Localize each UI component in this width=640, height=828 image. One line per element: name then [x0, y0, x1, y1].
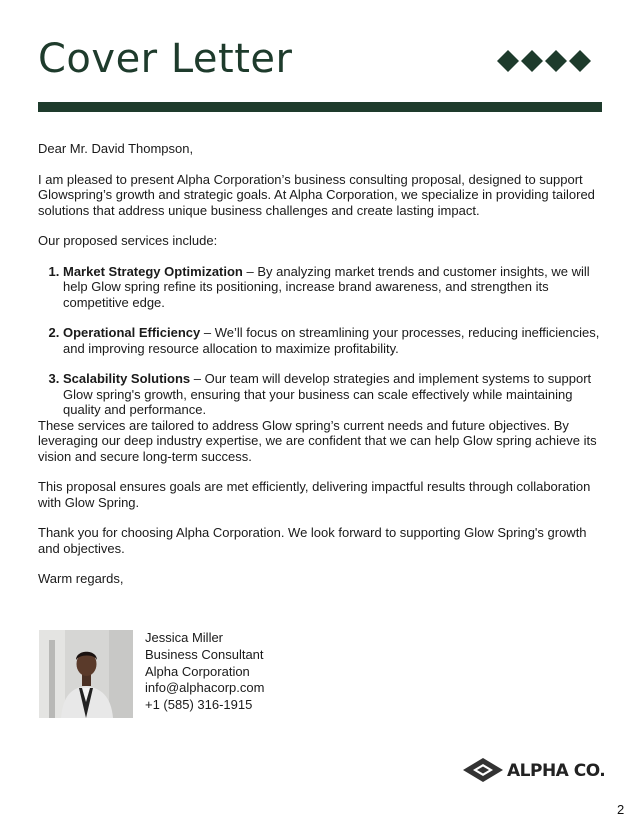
- service-title: Scalability Solutions: [63, 371, 191, 386]
- list-item: [63, 325, 602, 356]
- salutation: Dear Mr. David Thompson,: [38, 141, 194, 156]
- signer-role: Business Consultant: [145, 646, 264, 662]
- signer-name: Jessica Miller: [145, 630, 224, 645]
- company-logo: [463, 758, 606, 784]
- services-list: [38, 264, 602, 418]
- avatar: [39, 630, 133, 718]
- page-number: 2: [617, 802, 625, 817]
- service-title: Operational Efficiency: [63, 325, 201, 340]
- alpha-logo-icon: [463, 758, 505, 784]
- closing: Warm regards,: [38, 571, 124, 586]
- header-divider: [38, 102, 602, 112]
- service-title: Market Strategy Optimization: [63, 263, 243, 279]
- tailored-paragraph: These services are tailored to address Glow spring’s current needs and future objectives. By leveraging our deep industry expertise, we are confident that we can help Glow spring achieve its vision and secure long-term success.: [38, 417, 597, 464]
- list-item: [63, 264, 602, 311]
- thanks-paragraph: Thank you for choosing Alpha Corporation. We look forward to supporting Glow Spring's growth and objectives.: [38, 525, 587, 556]
- signer-phone: +1 (585) 316-1915: [145, 697, 253, 713]
- list-item: [63, 371, 602, 418]
- service-description: – By analyzing market trends and customer insights, we will help Glow spring refine its positioning, increase brand awareness, and strengthen its competitive edge.: [63, 263, 590, 310]
- signature-block: [145, 630, 264, 714]
- page-title: Cover Letter: [38, 36, 293, 82]
- intro-paragraph: I am pleased to present Alpha Corporation’s business consulting proposal, designed to support Glowspring’s growth and strategic goals. At Alpha Corporation, we specialize in providing tailored solutions that address unique business challenges and create lasting impact.: [38, 171, 595, 218]
- signer-email: info@alphacorp.com: [145, 680, 265, 696]
- services-intro: Our proposed services include:: [38, 233, 218, 248]
- letter-body: [38, 141, 602, 602]
- signer-company: Alpha Corporation: [145, 663, 250, 679]
- service-description: – We’ll focus on streamlining your processes, reducing inefficiencies, and improving resource allocation to maximize profitability.: [63, 325, 600, 356]
- proposal-paragraph: This proposal ensures goals are met efficiently, delivering impactful results through collaboration with Glow Spring.: [38, 479, 591, 510]
- service-description: – Our team will develop strategies and implement systems to support Glow spring's growth, ensuring that your business can scale effectively while maintaining quality and performance.: [63, 371, 592, 417]
- four-diamonds-icon: [497, 50, 592, 72]
- logo-text: ALPHA CO.: [507, 761, 606, 781]
